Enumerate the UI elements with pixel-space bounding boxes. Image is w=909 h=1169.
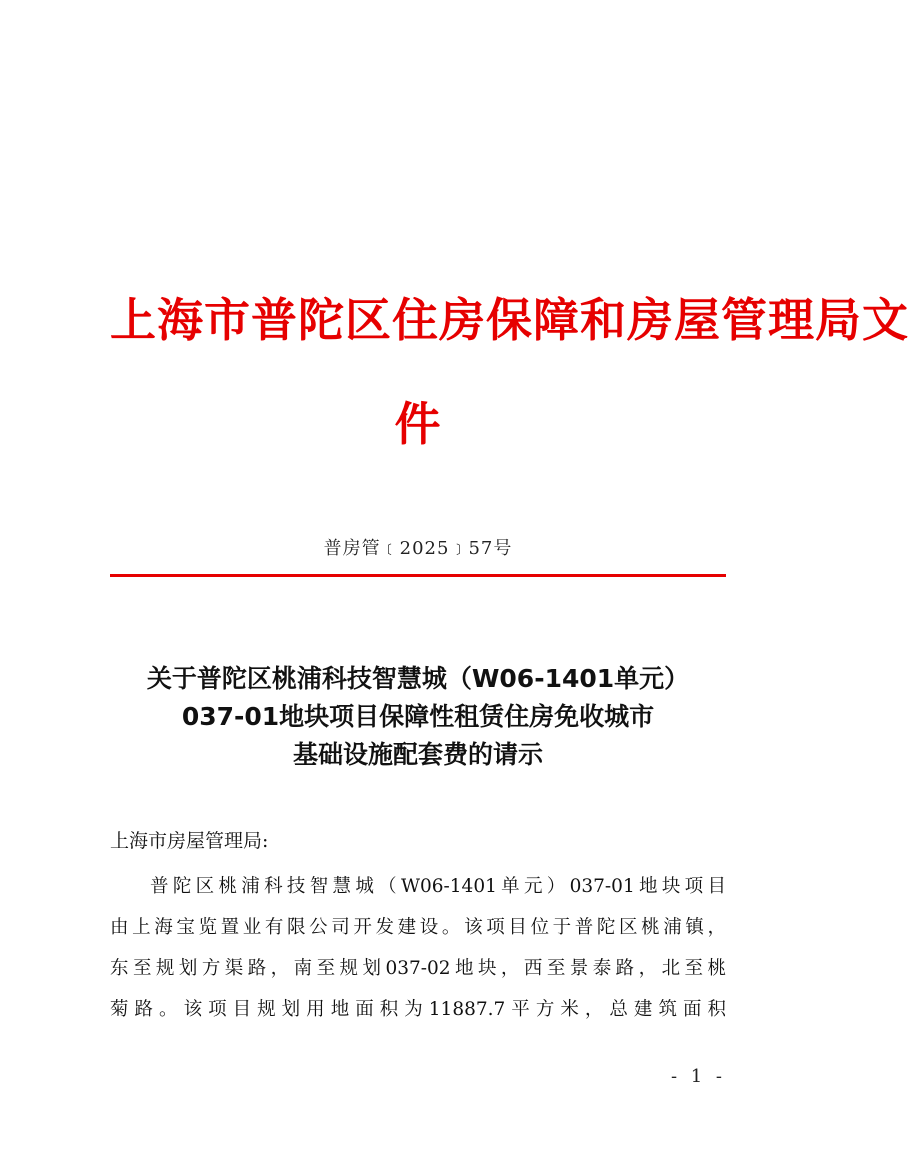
red-divider-line xyxy=(110,574,726,577)
issuer-title xyxy=(110,268,909,476)
body-line: 普陀区桃浦科技智慧城（W06-1401单元）037-01地块项目 xyxy=(150,876,726,897)
body-paragraph xyxy=(110,866,726,1030)
body-line: 东至规划方渠路，南至规划037-02地块，西至景泰路，北至桃 xyxy=(110,958,726,979)
subject-line: 关于普陀区桃浦科技智慧城（W06-1401单元） xyxy=(146,664,690,693)
page-number: - 1 - xyxy=(670,1066,726,1087)
body-line: 由上海宝览置业有限公司开发建设。该项目位于普陀区桃浦镇， xyxy=(110,917,726,938)
body-line: 菊路。该项目规划用地面积为11887.7平方米，总建筑面积 xyxy=(110,999,726,1020)
issuer-title-line: 上海市普陀区住房保障和房屋管理局文 xyxy=(110,293,909,347)
addressee: 上海市房屋管理局: xyxy=(110,830,269,852)
document-subject xyxy=(110,660,726,774)
subject-line: 基础设施配套费的请示 xyxy=(292,740,543,769)
issuer-title-line: 件 xyxy=(394,397,442,451)
document-number: 普房管﹝2025﹞57号 xyxy=(323,538,513,559)
subject-line: 037-01地块项目保障性租赁住房免收城市 xyxy=(181,702,655,731)
